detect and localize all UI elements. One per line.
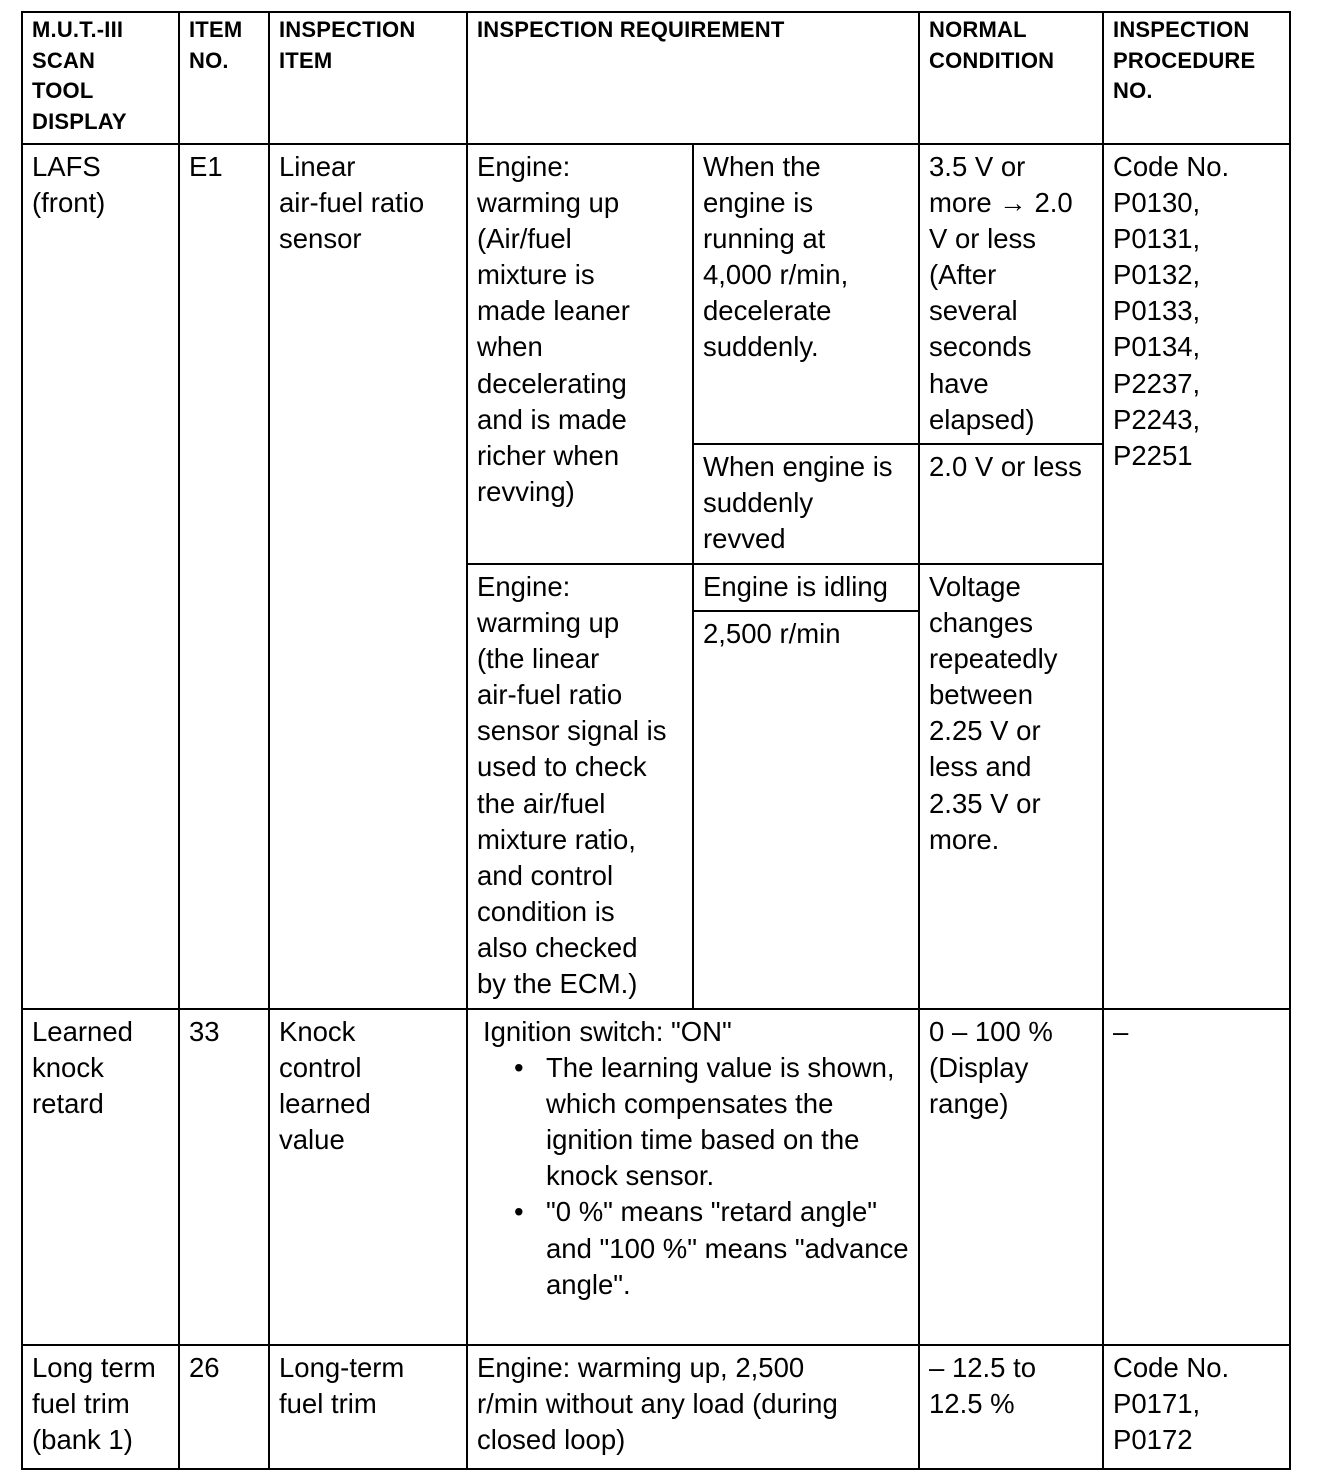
lafs-requirement-decel-sub: When the engine is running at 4,000 r/min, decelerate suddenly. xyxy=(693,144,919,444)
lafs-display: LAFS (front) xyxy=(22,144,179,1009)
knock-requirement-intro: Ignition switch: "ON" xyxy=(483,1016,732,1047)
inspection-table xyxy=(21,11,1291,1470)
lafs-procedure-codes: Code No. P0130, P0131, P0132, P0133, P0134, P2237, P2243, P2251 xyxy=(1103,144,1290,1009)
fuel-trim-procedure: Code No. P0171, P0172 xyxy=(1103,1345,1290,1469)
lafs-requirement-decel: Engine: warming up (Air/fuel mixture is made leaner when decelerating and is made richer when revving) xyxy=(467,144,693,564)
fuel-trim-inspection-item: Long-term fuel trim xyxy=(269,1345,467,1469)
list-item: • The learning value is shown, which compensates the ignition time based on the knock sensor. xyxy=(546,1050,910,1194)
header-normal-condition: NORMAL CONDITION xyxy=(919,12,1103,144)
fuel-trim-requirement: Engine: warming up, 2,500 r/min without any load (during closed loop) xyxy=(467,1345,919,1469)
fuel-trim-display: Long term fuel trim (bank 1) xyxy=(22,1345,179,1469)
table-row xyxy=(22,1009,1290,1345)
table-row xyxy=(22,144,1290,444)
header-item-no: ITEM NO. xyxy=(179,12,269,144)
lafs-normal-voltage: Voltage changes repeatedly between 2.25 V or less and 2.35 V or more. xyxy=(919,564,1103,1009)
lafs-normal-rev: 2.0 V or less xyxy=(919,444,1103,564)
header-procedure-no: INSPECTION PROCEDURE NO. xyxy=(1103,12,1290,144)
lafs-requirement-2500: 2,500 r/min xyxy=(693,611,919,1009)
knock-item-no: 33 xyxy=(179,1009,269,1345)
knock-requirement-notes xyxy=(483,1050,910,1303)
knock-requirement xyxy=(467,1009,919,1345)
lafs-item-no: E1 xyxy=(179,144,269,1009)
fuel-trim-item-no: 26 xyxy=(179,1345,269,1469)
table-row xyxy=(22,1345,1290,1469)
knock-inspection-item: Knock control learned value xyxy=(269,1009,467,1345)
lafs-requirement-idling: Engine is idling xyxy=(693,564,919,611)
lafs-requirement-rev-sub: When engine is suddenly revved xyxy=(693,444,919,564)
lafs-requirement-signal: Engine: warming up (the linear air-fuel ratio sensor signal is used to check the air/fuel mixture ratio, and control condition is also checked by the ECM.) xyxy=(467,564,693,1009)
header-scan-tool-display: M.U.T.-III SCAN TOOL DISPLAY xyxy=(22,12,179,144)
lafs-inspection-item: Linear air-fuel ratio sensor xyxy=(269,144,467,1009)
lafs-normal-decel: 3.5 V or more → 2.0 V or less (After several seconds have elapsed) xyxy=(919,144,1103,444)
fuel-trim-normal-condition: – 12.5 to 12.5 % xyxy=(919,1345,1103,1469)
knock-procedure: – xyxy=(1103,1009,1290,1345)
header-inspection-item: INSPECTION ITEM xyxy=(269,12,467,144)
header-row xyxy=(22,12,1290,144)
knock-normal-condition: 0 – 100 % (Display range) xyxy=(919,1009,1103,1345)
list-item: • "0 %" means "retard angle" and "100 %" means "advance angle". xyxy=(546,1194,910,1302)
header-inspection-requirement: INSPECTION REQUIREMENT xyxy=(467,12,919,144)
knock-display: Learned knock retard xyxy=(22,1009,179,1345)
